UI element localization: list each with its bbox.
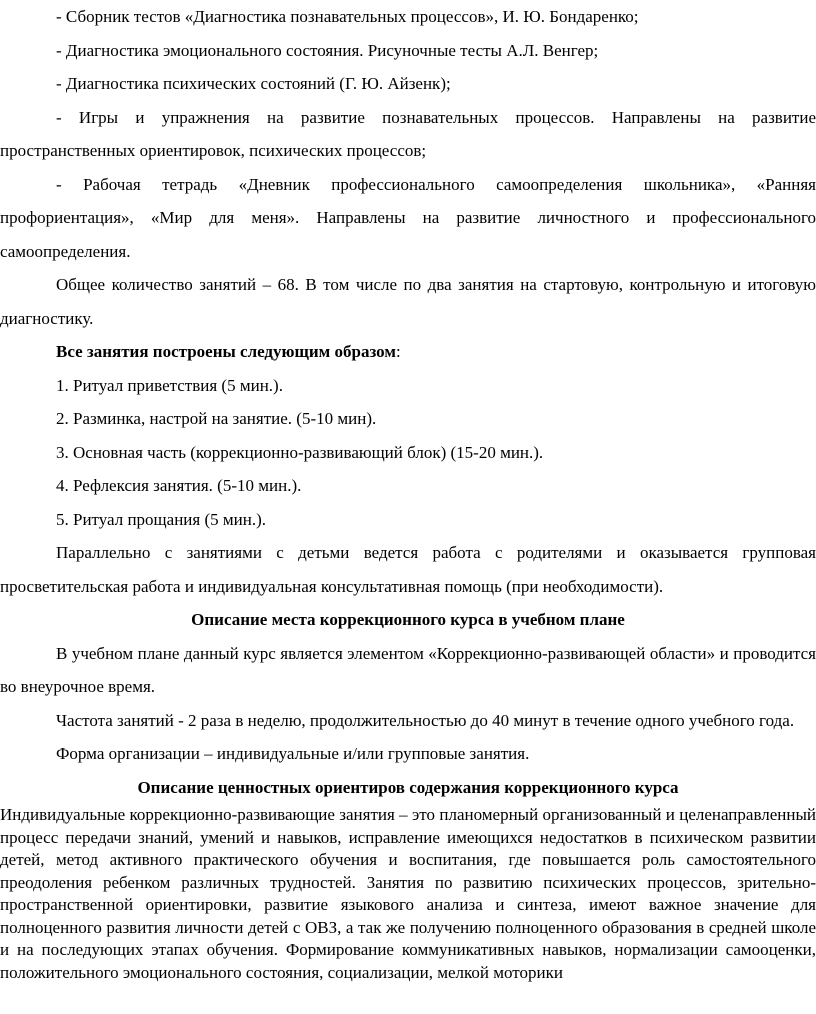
structure-step-5: 5. Ритуал прощания (5 мин.).: [56, 509, 266, 529]
section-place-paragraph-3: Форма организации – индивидуальные и/или групповые занятия.: [56, 744, 530, 763]
structure-step-2: 2. Разминка, настрой на занятие. (5-10 мин).: [56, 409, 377, 428]
structure-steps-list: [0, 369, 816, 537]
structure-lead-colon: :: [395, 342, 401, 361]
structure-lead-bold: Все занятия построены следующим образом: [56, 342, 396, 361]
structure-step-4: 4. Рефлексия занятия. (5-10 мин.).: [56, 476, 302, 495]
intro-item-3: - Диагностика психических состояний (Г. Ю. Айзенк);: [56, 74, 451, 93]
intro-item-2: - Диагностика эмоционального состояния. Рисуночные тесты А.Л. Венгер;: [56, 40, 599, 60]
structure-step-3: 3. Основная часть (коррекционно-развивающий блок) (15-20 мин.).: [56, 442, 544, 462]
parents-work-paragraph: Параллельно с занятиями с детьми ведется работа с родителями и оказывается групповая просветительская работа и индивидуальная консультативная помощь (при необходимости).: [0, 543, 816, 596]
section-values-heading: Описание ценностных ориентиров содержания коррекционного курса: [137, 777, 679, 797]
structure-step-1: 1. Ритуал приветствия (5 мин.).: [56, 375, 283, 395]
section-values-paragraph: Индивидуальные коррекционно-развивающие занятия – это планомерный организованный и целенаправленный процесс передачи знаний, умений и навыков, исправление имеющихся недостатков в психическом развитии детей, метод активного практического обучения и воспитания, где повышается роль самостоятельного преодоления ребенком различных трудностей. Занятия по развитию психических процессов, зрительно-пространственной ориентировки, развитие языкового анализа и синтеза, имеют важное значение для полноценного развития личности детей с ОВЗ, а так же получению полноценного образования в средней школе и на последующих этапах обучения. Формирование коммуникативных навыков, нормализации самооценки, положительного эмоционального состояния, социализации, мелкой моторики: [0, 805, 816, 982]
structure-lead: [0, 335, 816, 369]
intro-item-1: - Сборник тестов «Диагностика познавательных процессов», И. Ю. Бондаренко;: [56, 7, 639, 26]
section-place-heading: Описание места коррекционного курса в учебном плане: [191, 610, 625, 629]
intro-item-5: - Рабочая тетрадь «Дневник профессионального самоопределения школьника», «Ранняя профориентация», «Мир для меня». Направлены на развитие личностного и профессионального самоопределения.: [0, 174, 816, 261]
intro-item-4: - Игры и упражнения на развитие познавательных процессов. Направлены на развитие пространственных ориентировок, психических процессов;: [0, 107, 816, 160]
total-lessons-paragraph: Общее количество занятий – 68. В том числе по два занятия на стартовую, контрольную и итоговую диагностику.: [0, 275, 816, 328]
section-place-paragraph-1: В учебном плане данный курс является элементом «Коррекционно-развивающей области» и проводится во внеурочное время.: [0, 643, 816, 696]
section-place-paragraph-2: Частота занятий - 2 раза в неделю, продолжительностью до 40 минут в течение одного учебного года.: [56, 710, 795, 730]
